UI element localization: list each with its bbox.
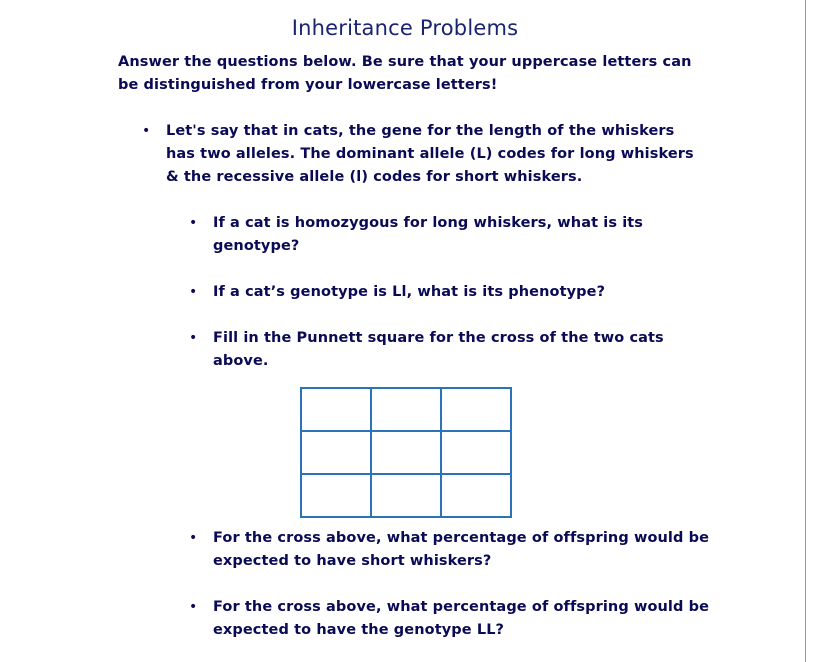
page-title: Inheritance Problems xyxy=(291,16,519,40)
bullet-icon: • xyxy=(142,123,151,139)
question-phenotype: If a cat’s genotype is Ll, what is its phenotype? xyxy=(213,284,606,300)
punnett-cell[interactable] xyxy=(441,431,511,474)
question-short-whiskers-percentage: For the cross above, what percentage of offspring would be expected to have short whiskers? xyxy=(213,530,710,569)
question-genotype: If a cat is homozygous for long whiskers, what is its genotype? xyxy=(213,215,644,254)
punnett-cell[interactable] xyxy=(301,431,371,474)
punnett-cell[interactable] xyxy=(371,474,441,517)
instructions: Answer the questions below. Be sure that your uppercase letters can be distinguished from your lowercase letters! xyxy=(118,54,692,93)
problem-statement: Let's say that in cats, the gene for the length of the whiskers has two alleles. The dominant allele (L) codes for long whiskers & the recessive allele (l) codes for short whiskers. xyxy=(166,123,694,185)
page-edge xyxy=(805,0,806,662)
bullet-icon: • xyxy=(189,599,198,615)
bullet-icon: • xyxy=(189,530,198,546)
question-ll-percentage: For the cross above, what percentage of offspring would be expected to have the genotype LL? xyxy=(213,599,710,638)
bullet-icon: • xyxy=(189,215,198,231)
punnett-cell[interactable] xyxy=(441,474,511,517)
bullet-icon: • xyxy=(189,330,198,346)
bullet-icon: • xyxy=(189,284,198,300)
punnett-cell[interactable] xyxy=(301,388,371,431)
punnett-cell[interactable] xyxy=(371,431,441,474)
punnett-square xyxy=(300,387,512,518)
punnett-cell[interactable] xyxy=(371,388,441,431)
question-punnett: Fill in the Punnett square for the cross of the two cats above. xyxy=(213,330,664,369)
punnett-cell[interactable] xyxy=(301,474,371,517)
punnett-cell[interactable] xyxy=(441,388,511,431)
